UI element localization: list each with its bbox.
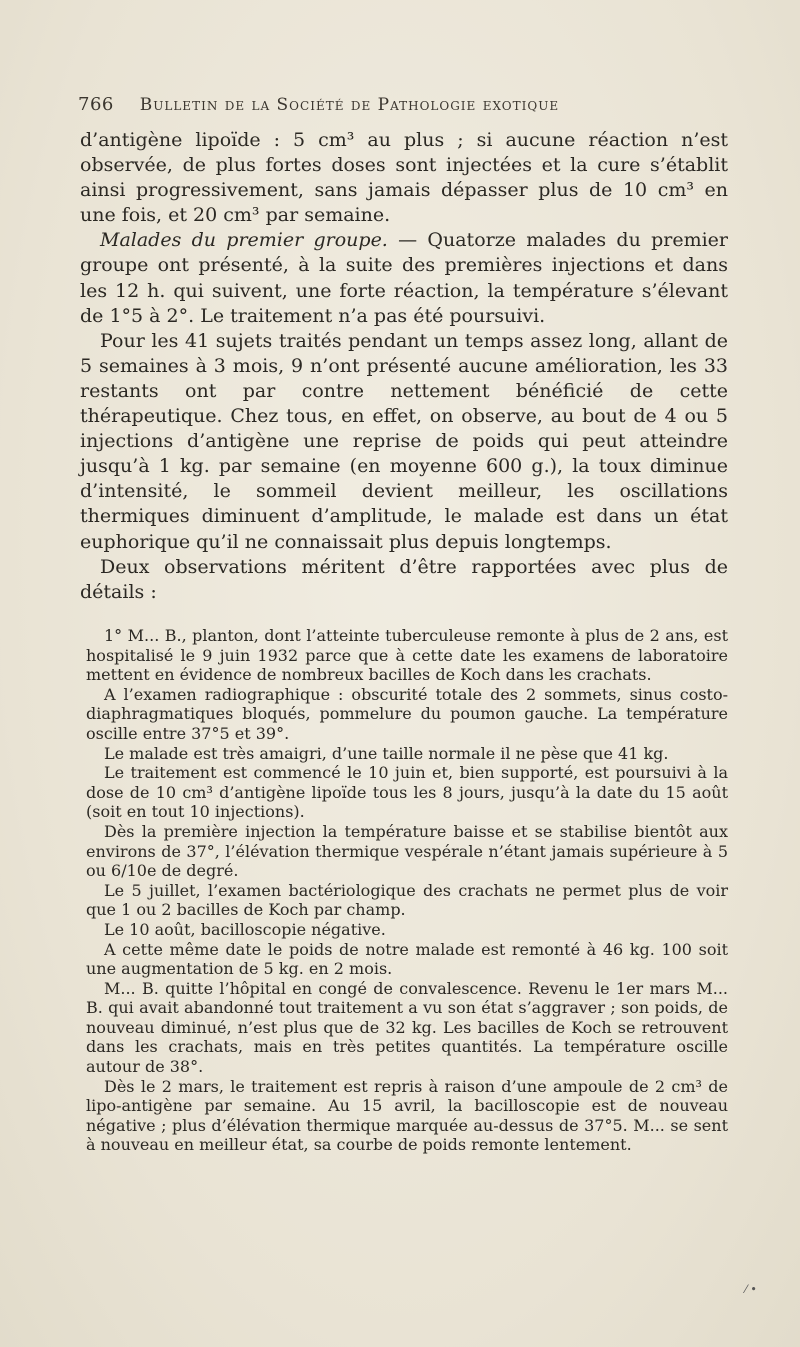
observation-paragraph: Le 5 juillet, l’examen bactériologique des crachats ne permet plus de voir que 1 ou 2 bacilles de Koch par champ.	[86, 880, 728, 920]
observation-paragraph: 1° M... B., planton, dont l’atteinte tuberculeuse remonte à plus de 2 ans, est hospitalisé le 9 juin 1932 parce que à cette date les examens de laboratoire mettent en évidence de nombreux bacilles de Koch dans les crachats.	[86, 626, 728, 685]
observation-paragraph: Le traitement est commencé le 10 juin et, bien supporté, est poursuivi à la dose de 10 cm³ d’antigène lipoïde tous les 8 jours, jusqu’à la date du 15 août (soit en tout 10 injections).	[86, 763, 728, 822]
observation-paragraph: Dès la première injection la température baisse et se stabilise bientôt aux environs de 37°, l’élévation thermique vespérale n’étant jamais supérieure à 5 ou 6/10e de degré.	[86, 821, 728, 881]
section-heading-first-group: Malades du premier groupe.	[100, 229, 388, 252]
main-text	[80, 128, 728, 605]
page-number: 766	[78, 94, 114, 115]
observation-paragraph: M... B. quitte l’hôpital en congé de convalescence. Revenu le 1er mars M... B. qui avait abandonné tout traitement a vu son état s’aggraver ; son poids, de nouveau diminué, n’est plus que de 32 kg. Les bacilles de Koch se retrouvent dans les crachats, mais en très petites quantités. La température oscille autour de 38°.	[86, 978, 728, 1077]
observation-paragraph: A l’examen radiographique : obscurité totale des 2 sommets, sinus costo-diaphragmatiques bloqués, pommelure du poumon gauche. La température oscille entre 37°5 et 39°.	[86, 684, 728, 743]
running-title: Bulletin de la Société de Pathologie exotique	[139, 95, 560, 115]
paragraph-treated-subjects: Pour les 41 sujets traités pendant un temps assez long, allant de 5 semaines à 3 mois, 9 n’ont présenté aucune amélioration, les 33 restants ont par contre nettement bénéficié de cette thérapeutique. Chez tous, en effet, on observe, au bout de 4 ou 5 injections d’antigène une reprise de poids qui peut atteindre jusqu’à 1 kg. par semaine (en moyenne 600 g.), la toux diminue d’intensité, le sommeil devient meilleur, les oscillations thermiques diminuent d’amplitude, le malade est dans un état euphorique qu’il ne connaissait plus depuis longtemps.	[80, 329, 728, 553]
observation-paragraph: Le 10 août, bacilloscopie négative.	[104, 919, 386, 939]
observation-paragraph: A cette même date le poids de notre malade est remonté à 46 kg. 100 soit une augmentation de 5 kg. en 2 mois.	[86, 939, 728, 979]
paragraph-first-group	[80, 228, 728, 328]
paragraph-continuation: d’antigène lipoïde : 5 cm³ au plus ; si aucune réaction n’est observée, de plus fortes doses sont injectées et la cure s’établit ainsi progressivement, sans jamais dépasser plus de 10 cm³ en une fois, et 20 cm³ par semaine.	[80, 129, 728, 227]
paragraph-two-observations: Deux observations méritent d’être rapportées avec plus de détails :	[80, 555, 728, 603]
page-header	[78, 94, 738, 115]
scan-speck: ⁄ •	[745, 1283, 757, 1296]
observation-paragraph: Dès le 2 mars, le traitement est repris à raison d’une ampoule de 2 cm³ de lipo-antigène par semaine. Au 15 avril, la bacilloscopie est de nouveau négative ; plus d’élévation thermique marquée au-dessus de 37°5. M... se sent à nouveau en meilleur état, sa courbe de poids remonte lentement.	[86, 1076, 728, 1155]
first-group-text: — Quatorze malades du premier groupe ont présenté, à la suite des premières injections et dans les 12 h. qui suivent, une forte réaction, la température s’élevant de 1°5 à 2°. Le traitement n’a pas été poursuivi.	[80, 229, 729, 327]
observation-block	[86, 626, 728, 1155]
observation-paragraph: Le malade est très amaigri, d’une taille normale il ne pèse que 41 kg.	[104, 743, 669, 763]
